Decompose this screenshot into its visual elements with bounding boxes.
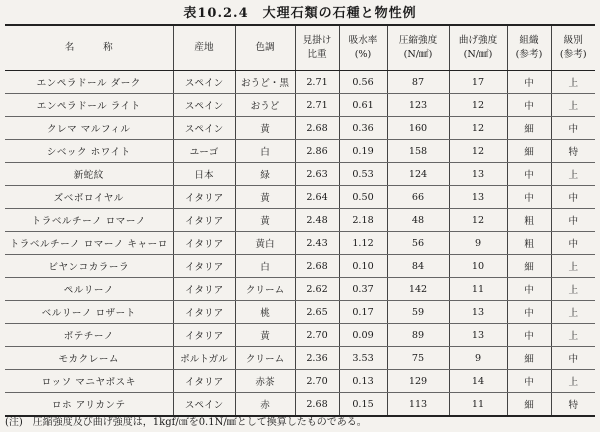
cell-gravity: 2.63 [295,163,339,186]
cell-name: エンペラドール ライト [5,94,173,117]
cell-grade: 中 [551,186,595,209]
cell-gravity: 2.62 [295,278,339,301]
cell-compressive: 123 [387,94,449,117]
header-bending: 曲げ強度 (N/㎟) [449,25,507,71]
cell-compressive: 142 [387,278,449,301]
cell-texture: 細 [507,140,551,163]
cell-name: モカクレーム [5,347,173,370]
cell-gravity: 2.71 [295,71,339,94]
cell-absorption: 0.61 [339,94,387,117]
cell-name: トラベルチーノ ロマーノ [5,209,173,232]
cell-bending: 13 [449,186,507,209]
cell-compressive: 160 [387,117,449,140]
cell-compressive: 56 [387,232,449,255]
cell-texture: 中 [507,186,551,209]
cell-compressive: 158 [387,140,449,163]
cell-color: クリーム [235,347,295,370]
cell-texture: 中 [507,163,551,186]
cell-texture: 粗 [507,232,551,255]
table-row [5,71,595,94]
cell-grade: 中 [551,347,595,370]
cell-name: ズベボロイヤル [5,186,173,209]
table-row [5,347,595,370]
cell-bending: 10 [449,255,507,278]
header-row [5,25,595,71]
cell-origin: ユーゴ [173,140,235,163]
cell-gravity: 2.68 [295,117,339,140]
cell-absorption: 1.12 [339,232,387,255]
cell-origin: イタリア [173,324,235,347]
cell-color: 黄 [235,186,295,209]
cell-grade: 中 [551,117,595,140]
cell-origin: イタリア [173,255,235,278]
cell-color: クリーム [235,278,295,301]
cell-origin: スペイン [173,94,235,117]
cell-absorption: 0.50 [339,186,387,209]
cell-bending: 17 [449,71,507,94]
cell-name: 新蛇紋 [5,163,173,186]
cell-bending: 11 [449,278,507,301]
cell-color: 白 [235,255,295,278]
cell-origin: スペイン [173,71,235,94]
cell-color: おうど・黒 [235,71,295,94]
cell-gravity: 2.70 [295,370,339,393]
cell-absorption: 0.36 [339,117,387,140]
cell-gravity: 2.65 [295,301,339,324]
cell-texture: 中 [507,324,551,347]
cell-compressive: 66 [387,186,449,209]
table-row [5,232,595,255]
cell-absorption: 0.10 [339,255,387,278]
cell-origin: イタリア [173,301,235,324]
table-row [5,255,595,278]
cell-grade: 上 [551,301,595,324]
header-texture: 組織 (参考) [507,25,551,71]
cell-name: シベック ホワイト [5,140,173,163]
cell-compressive: 113 [387,393,449,417]
cell-grade: 上 [551,71,595,94]
cell-gravity: 2.64 [295,186,339,209]
cell-gravity: 2.86 [295,140,339,163]
table-row [5,163,595,186]
cell-origin: ポルトガル [173,347,235,370]
cell-gravity: 2.70 [295,324,339,347]
cell-origin: イタリア [173,232,235,255]
cell-bending: 13 [449,301,507,324]
cell-color: 黄 [235,324,295,347]
table-row [5,186,595,209]
cell-compressive: 129 [387,370,449,393]
cell-grade: 特 [551,140,595,163]
cell-bending: 12 [449,117,507,140]
cell-name: ペルリーノ [5,278,173,301]
cell-bending: 12 [449,94,507,117]
cell-bending: 11 [449,393,507,417]
table-row [5,370,595,393]
cell-texture: 細 [507,117,551,140]
cell-texture: 中 [507,370,551,393]
cell-compressive: 87 [387,71,449,94]
cell-absorption: 0.56 [339,71,387,94]
cell-compressive: 48 [387,209,449,232]
cell-origin: イタリア [173,186,235,209]
cell-gravity: 2.71 [295,94,339,117]
cell-origin: イタリア [173,209,235,232]
cell-gravity: 2.43 [295,232,339,255]
marble-properties-table [5,24,595,417]
table-row [5,117,595,140]
header-color: 色調 [235,25,295,71]
cell-absorption: 0.13 [339,370,387,393]
cell-bending: 14 [449,370,507,393]
header-gravity: 見掛け 比重 [295,25,339,71]
cell-origin: イタリア [173,278,235,301]
cell-texture: 中 [507,71,551,94]
cell-grade: 中 [551,209,595,232]
table-row [5,278,595,301]
cell-bending: 12 [449,140,507,163]
cell-bending: 12 [449,209,507,232]
cell-color: おうど [235,94,295,117]
cell-compressive: 84 [387,255,449,278]
cell-absorption: 0.09 [339,324,387,347]
cell-absorption: 2.18 [339,209,387,232]
cell-texture: 細 [507,393,551,417]
cell-grade: 中 [551,232,595,255]
cell-origin: 日本 [173,163,235,186]
cell-name: ベルリーノ ロザート [5,301,173,324]
cell-bending: 9 [449,232,507,255]
cell-bending: 13 [449,324,507,347]
header-compressive: 圧縮強度 (N/㎟) [387,25,449,71]
cell-texture: 中 [507,278,551,301]
cell-gravity: 2.68 [295,255,339,278]
cell-color: 緑 [235,163,295,186]
table-row [5,324,595,347]
cell-color: 黄 [235,209,295,232]
cell-grade: 上 [551,370,595,393]
cell-bending: 9 [449,347,507,370]
cell-color: 赤茶 [235,370,295,393]
cell-compressive: 75 [387,347,449,370]
cell-gravity: 2.68 [295,393,339,417]
header-name: 名 称 [5,25,173,71]
table-row [5,140,595,163]
cell-grade: 上 [551,324,595,347]
cell-gravity: 2.48 [295,209,339,232]
header-absorption: 吸水率 (%) [339,25,387,71]
cell-absorption: 3.53 [339,347,387,370]
cell-name: ビヤンコカラーラ [5,255,173,278]
cell-compressive: 59 [387,301,449,324]
cell-grade: 上 [551,278,595,301]
table-title: 表10.2.4 大理石類の石種と物性例 [183,6,417,21]
table-row [5,301,595,324]
cell-grade: 上 [551,255,595,278]
cell-name: クレマ マルフィル [5,117,173,140]
cell-absorption: 0.37 [339,278,387,301]
cell-origin: スペイン [173,117,235,140]
cell-origin: スペイン [173,393,235,417]
cell-absorption: 0.19 [339,140,387,163]
cell-origin: イタリア [173,370,235,393]
cell-absorption: 0.15 [339,393,387,417]
cell-color: 黄 [235,117,295,140]
cell-texture: 細 [507,347,551,370]
cell-name: トラベルチーノ ロマーノ キャーロ [5,232,173,255]
cell-name: ボテチーノ [5,324,173,347]
cell-name: ロホ アリカンテ [5,393,173,417]
cell-texture: 中 [507,94,551,117]
cell-compressive: 89 [387,324,449,347]
cell-absorption: 0.53 [339,163,387,186]
cell-texture: 中 [507,301,551,324]
cell-texture: 細 [507,255,551,278]
cell-color: 桃 [235,301,295,324]
header-origin: 産地 [173,25,235,71]
cell-bending: 13 [449,163,507,186]
cell-texture: 粗 [507,209,551,232]
footnote: (注) 圧縮強度及び曲げ強度は，1kgf/㎠を0.1N/㎟として換算したものである。 [5,417,367,428]
cell-grade: 上 [551,163,595,186]
cell-name: ロッソ マニヤボスキ [5,370,173,393]
header-grade: 級別 (参考) [551,25,595,71]
cell-grade: 特 [551,393,595,417]
cell-name: エンペラドール ダーク [5,71,173,94]
cell-compressive: 124 [387,163,449,186]
cell-color: 黄白 [235,232,295,255]
cell-grade: 上 [551,94,595,117]
table-row [5,94,595,117]
cell-color: 白 [235,140,295,163]
cell-absorption: 0.17 [339,301,387,324]
cell-color: 赤 [235,393,295,417]
table-row [5,209,595,232]
cell-gravity: 2.36 [295,347,339,370]
